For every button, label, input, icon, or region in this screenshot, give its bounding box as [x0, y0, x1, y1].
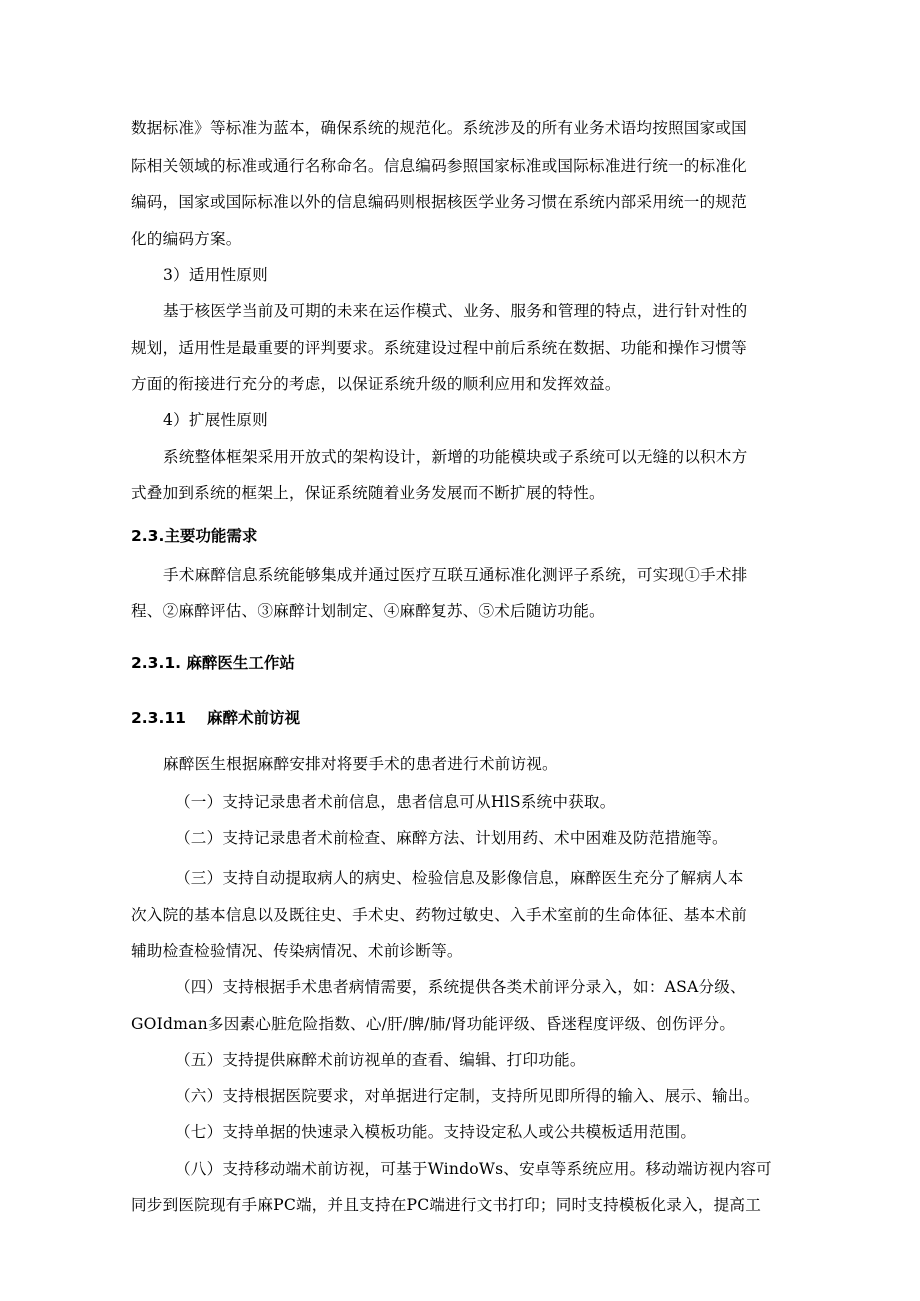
list-item-continuation: 辅助检查检验情况、传染病情况、术前诊断等。 — [131, 942, 463, 960]
paragraph-line: 数据标准》等标准为蓝本，确保系统的规范化。系统涉及的所有业务术语均按照国家或国 — [131, 119, 747, 137]
paragraph-line: 方面的衔接进行充分的考虑，以保证系统升级的顺利应用和发挥效益。 — [131, 375, 621, 393]
list-item: （二）支持记录患者术前检查、麻醉方法、计划用药、术中困难及防范措施等。 — [175, 829, 728, 847]
list-item-continuation: GOIdman多因素心脏危险指数、心/肝/脾/肺/肾功能评级、昏迷程度评级、创伤评分。 — [131, 1015, 736, 1033]
paragraph-line: 系统整体框架采用开放式的架构设计，新增的功能模块或子系统可以无缝的以积木方 — [163, 448, 748, 466]
section-heading-2-3-11 — [131, 708, 300, 728]
paragraph-line: 麻醉医生根据麻醉安排对将要手术的患者进行术前访视。 — [163, 755, 558, 773]
paragraph-line: 程、②麻醉评估、③麻醉计划制定、④麻醉复苏、⑤术后随访功能。 — [131, 602, 605, 620]
heading-applicability-principle: 3）适用性原则 — [163, 266, 268, 284]
paragraph-line: 式叠加到系统的框架上，保证系统随着业务发展而不断扩展的特性。 — [131, 484, 605, 502]
list-item-continuation: 次入院的基本信息以及既往史、手术史、药物过敏史、入手术室前的生命体征、基本术前 — [131, 906, 747, 924]
section-number: 2.3.11 — [131, 709, 186, 727]
list-item: （三）支持自动提取病人的病史、检验信息及影像信息，麻醉医生充分了解病人本 — [175, 869, 744, 887]
list-item: （一）支持记录患者术前信息，患者信息可从HlS系统中获取。 — [175, 793, 616, 811]
list-item: （四）支持根据手术患者病情需要，系统提供各类术前评分录入，如：ASA分级、 — [175, 978, 746, 996]
list-item: （七）支持单据的快速录入模板功能。支持设定私人或公共模板适用范围。 — [175, 1123, 697, 1141]
paragraph-line: 手术麻醉信息系统能够集成并通过医疗互联互通标准化测评子系统，可实现①手术排 — [163, 566, 748, 584]
list-item: （五）支持提供麻醉术前访视单的查看、编辑、打印功能。 — [175, 1051, 586, 1069]
section-heading-2-3: 2.3.主要功能需求 — [131, 527, 258, 545]
heading-extensibility-principle: 4）扩展性原则 — [163, 411, 268, 429]
list-item: （六）支持根据医院要求，对单据进行定制，支持所见即所得的输入、展示、输出。 — [175, 1087, 760, 1105]
list-item: （八）支持移动端术前访视，可基于WindoWs、安卓等系统应用。移动端访视内容可 — [175, 1160, 772, 1178]
paragraph-line: 基于核医学当前及可期的未来在运作模式、业务、服务和管理的特点，进行针对性的 — [163, 302, 748, 320]
list-item-continuation: 同步到医院现有手麻PC端，并且支持在PC端进行文书打印；同时支持模板化录入，提高工 — [131, 1196, 762, 1214]
paragraph-line: 规划，适用性是最重要的评判要求。系统建设过程中前后系统在数据、功能和操作习惯等 — [131, 339, 747, 357]
section-heading-2-3-1: 2.3.1. 麻醉医生工作站 — [131, 654, 295, 672]
section-title: 麻醉术前访视 — [207, 709, 301, 727]
paragraph-line: 际相关领域的标准或通行名称命名。信息编码参照国家标准或国际标准进行统一的标准化 — [131, 157, 747, 175]
paragraph-line: 编码，国家或国际标准以外的信息编码则根据核医学业务习惯在系统内部采用统一的规范 — [131, 193, 747, 211]
paragraph-line: 化的编码方案。 — [131, 230, 242, 248]
